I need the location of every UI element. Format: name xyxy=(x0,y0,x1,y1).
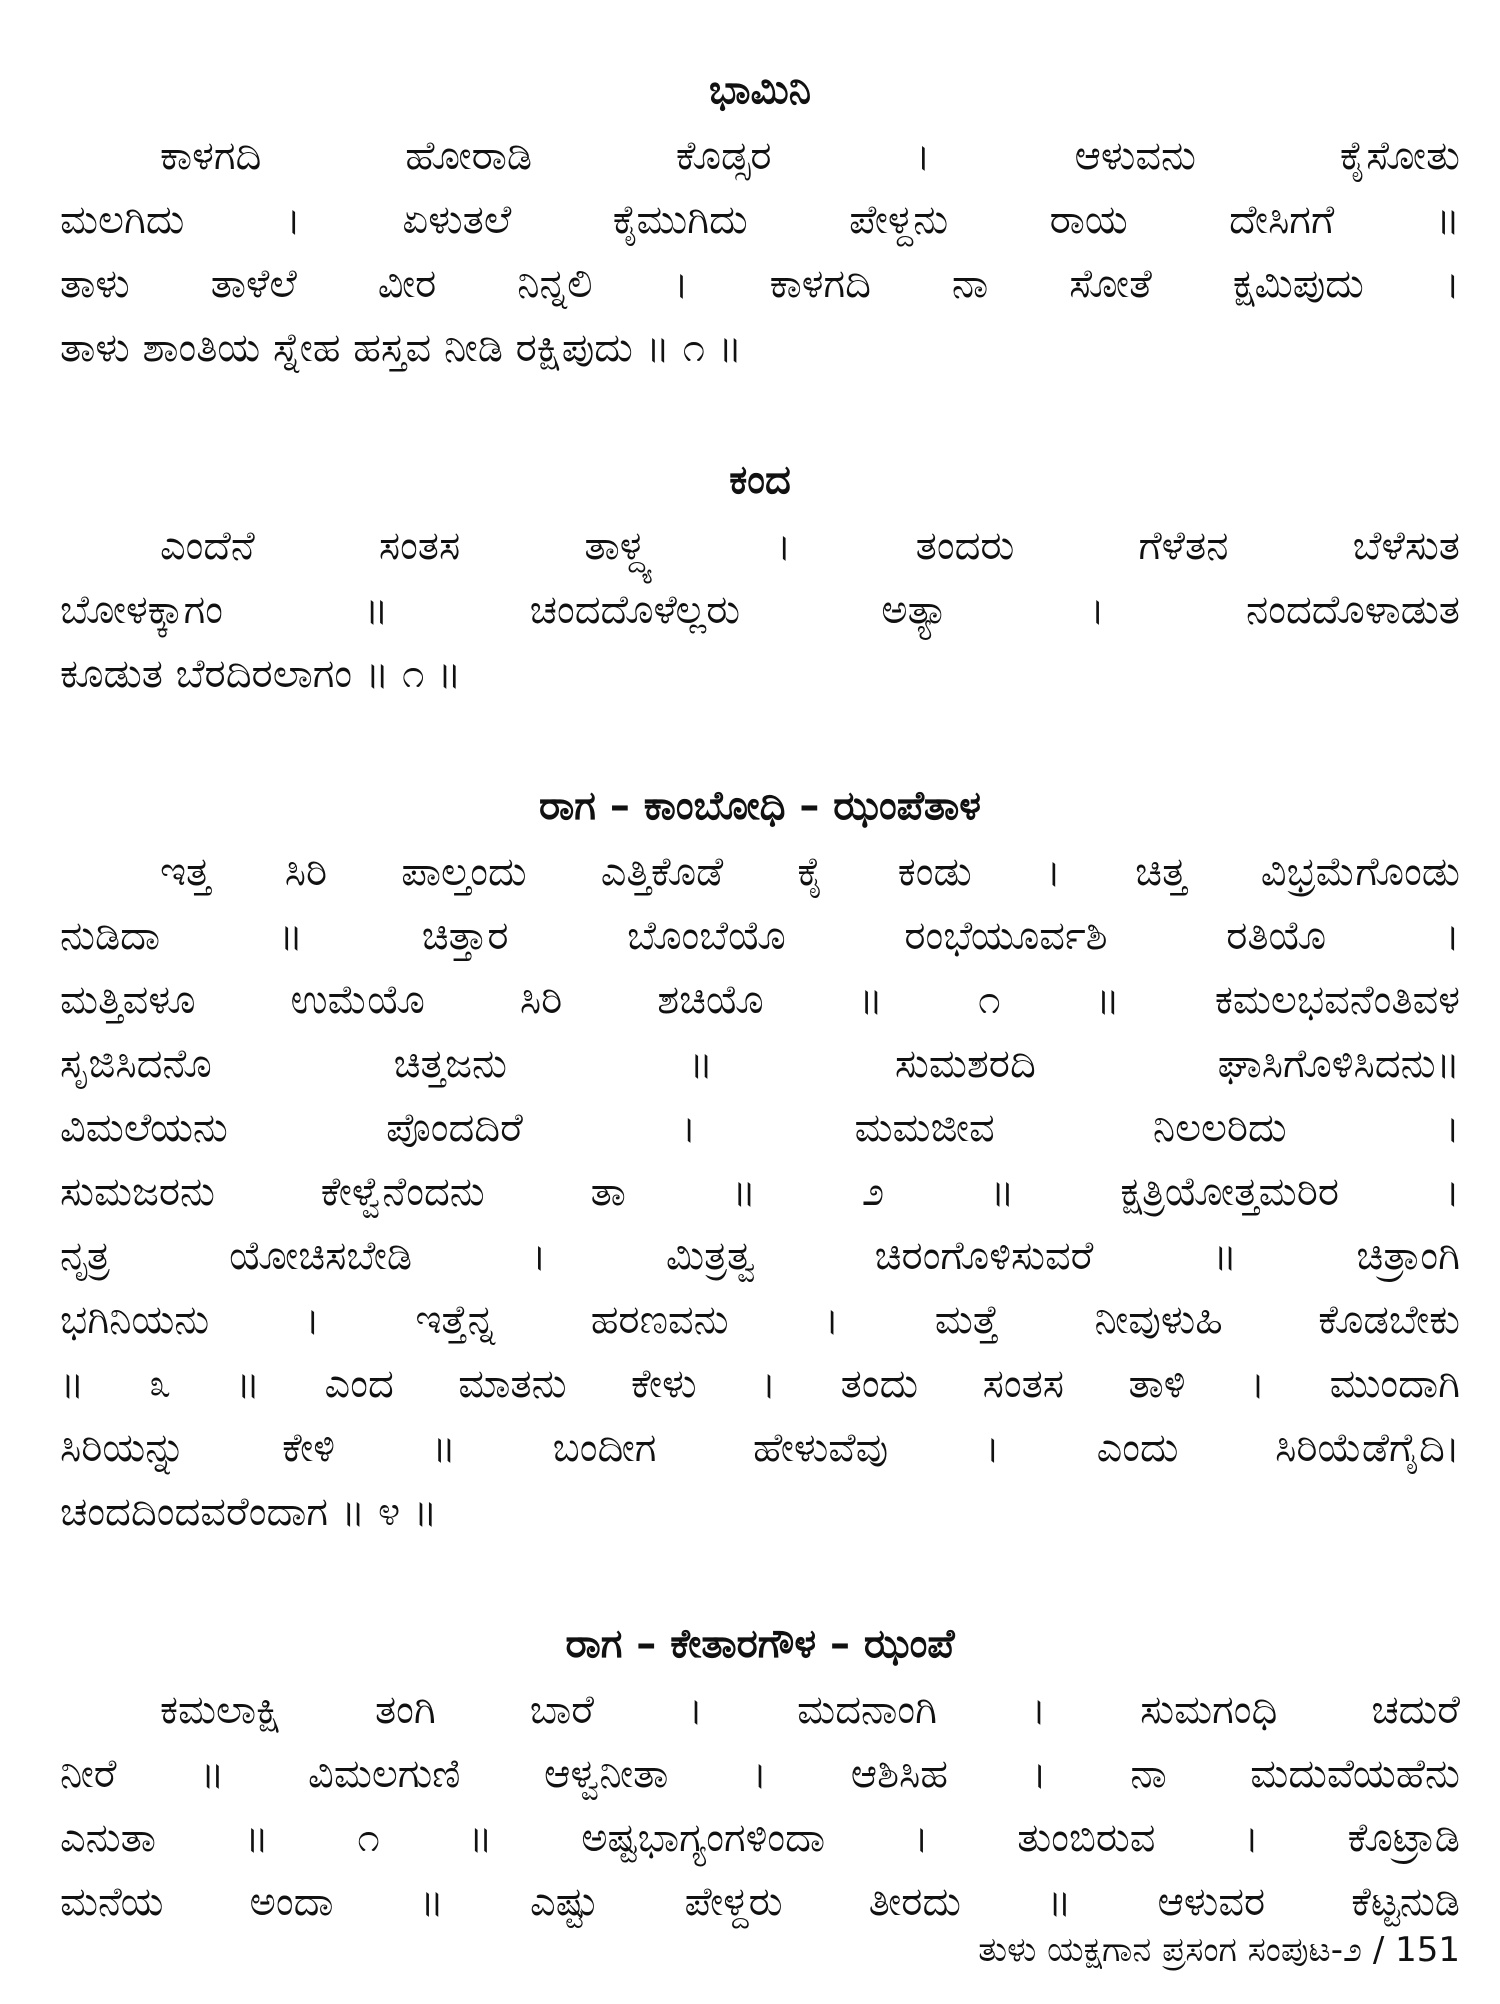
verse-line: ಮತ್ತಿವಳೂ ಉಮೆಯೊ ಸಿರಿ ಶಚಿಯೊ ॥ ೧ ॥ ಕಮಲಭವನೆಂತಿವಳ xyxy=(60,977,1460,1023)
verse-line: ಚಂದದಿಂದವರೆಂದಾಗ ॥ ೪ ॥ xyxy=(60,1489,438,1535)
page-footer: ತುಳು ಯಕ್ಷಗಾನ ಪ್ರಸಂಗ ಸಂಪುಟ-೨ / 151 xyxy=(978,1930,1460,1970)
verse-line: ಎಂದೆನೆ ಸಂತಸ ತಾಳ್ದ್ಯ । ತಂದರು ಗೆಳೆತನ ಬೆಳೆಸುತ xyxy=(160,523,1460,569)
section-heading: ಭಾಮಿನಿ xyxy=(709,67,811,113)
verse-line: ಸುಮಜರನು ಕೇಳ್ವೆನೆಂದನು ತಾ ॥ ೨ ॥ ಕ್ಷತ್ರಿಯೋತ್ತಮರಿರ । xyxy=(60,1169,1460,1215)
verse-line: ನುಡಿದಾ ॥ ಚಿತ್ತಾರ ಬೊಂಬೆಯೊ ರಂಭೆಯೂರ್ವಶಿ ರತಿಯೊ । xyxy=(60,913,1460,959)
section-heading: ರಾಗ – ಕೇತಾರಗೌಳ – ಝಂಪೆ xyxy=(565,1621,955,1667)
verse-line: ಮನೆಯ ಅಂದಾ ॥ ಎಷ್ಟು ಪೇಳ್ದರು ತೀರದು ॥ ಆಳುವರ ಕೆಟ್ಟನುಡಿ xyxy=(60,1879,1460,1925)
section-kanda xyxy=(60,450,1460,706)
verse-line: ಸೃಜಿಸಿದನೊ ಚಿತ್ತಜನು ॥ ಸುಮಶರದಿ ಘಾಸಿಗೊಳಿಸಿದನು॥ xyxy=(60,1041,1460,1087)
verse-line: ಭಗಿನಿಯನು । ಇತ್ತೆನ್ನ ಹರಣವನು । ಮತ್ತೆ ನೀವುಳುಹಿ ಕೊಡಬೇಕು xyxy=(60,1297,1460,1343)
section-heading: ರಾಗ – ಕಾಂಬೋಧಿ – ಝಂಪೆತಾಳ xyxy=(539,783,981,829)
verse-line: ನೀರೆ ॥ ವಿಮಲಗುಣಿ ಆಳ್ವನೀತಾ । ಆಶಿಸಿಹ । ನಾ ಮದುವೆಯಹೆನು xyxy=(60,1751,1460,1797)
verse-line: ನೃತ್ರ ಯೋಚಿಸಬೇಡಿ । ಮಿತ್ರತ್ವ ಚಿರಂಗೊಳಿಸುವರೆ ॥ ಚಿತ್ರಾಂಗಿ xyxy=(60,1233,1460,1279)
page-body xyxy=(60,60,1460,2004)
section-ketaragoula xyxy=(60,1614,1460,1934)
verse-line: ಎನುತಾ ॥ ೧ ॥ ಅಷ್ಟಭಾಗ್ಯಂಗಳಿಂದಾ । ತುಂಬಿರುವ । ಕೊಟ್ರಾಡಿ xyxy=(60,1815,1460,1861)
verse-line: ಕಾಳಗದಿ ಹೋರಾಡಿ ಕೊಡ್ಸರ । ಆಳುವನು ಕೈಸೋತು xyxy=(160,133,1460,179)
verse-line: ಇತ್ತ ಸಿರಿ ಪಾಲ್ತಂದು ಎತ್ತಿಕೊಡೆ ಕೈ ಕಂಡು । ಚಿತ್ತ ವಿಭ್ರಮೆಗೊಂಡು xyxy=(160,849,1460,895)
verse-line: ತಾಳು ಶಾಂತಿಯ ಸ್ನೇಹ ಹಸ್ತವ ನೀಡಿ ರಕ್ಷಿಪುದು ॥ ೧ ॥ xyxy=(60,325,743,371)
section-heading: ಕಂದ xyxy=(729,457,791,503)
section-kamboji xyxy=(60,776,1460,1544)
section-bhamini xyxy=(60,60,1460,380)
verse-line: ಕೂಡುತ ಬೆರದಿರಲಾಗಂ ॥ ೧ ॥ xyxy=(60,651,462,697)
verse-line: ಸಿರಿಯನ್ನು ಕೇಳಿ ॥ ಬಂದೀಗ ಹೇಳುವೆವು । ಎಂದು ಸಿರಿಯೆಡೆಗೈದಿ। xyxy=(60,1425,1460,1471)
verse-line: ॥ ೩ ॥ ಎಂದ ಮಾತನು ಕೇಳು । ತಂದು ಸಂತಸ ತಾಳಿ । ಮುಂದಾಗಿ xyxy=(60,1361,1460,1407)
verse-line: ಮಲಗಿದು । ಏಳುತಲೆ ಕೈಮುಗಿದು ಪೇಳ್ದನು ರಾಯ ದೇಸಿಗಗೆ ॥ xyxy=(60,197,1460,243)
verse-line: ಬೋಳಕ್ಕಾಗಂ ॥ ಚಂದದೊಳೆಲ್ಲರು ಅತ್ಯಾ । ನಂದದೊಳಾಡುತ xyxy=(60,587,1460,633)
verse-line: ವಿಮಲೆಯನು ಪೊಂದದಿರೆ । ಮಮಜೀವ ನಿಲಲರಿದು । xyxy=(60,1105,1460,1151)
verse-line: ತಾಳು ತಾಳೆಲೆ ವೀರ ನಿನ್ನಲಿ । ಕಾಳಗದಿ ನಾ ಸೋತೆ ಕ್ಷಮಿಪುದು । xyxy=(60,261,1460,307)
verse-line: ಕಮಲಾಕ್ಷಿ ತಂಗಿ ಬಾರೆ । ಮದನಾಂಗಿ । ಸುಮಗಂಧಿ ಚದುರೆ xyxy=(160,1687,1460,1733)
